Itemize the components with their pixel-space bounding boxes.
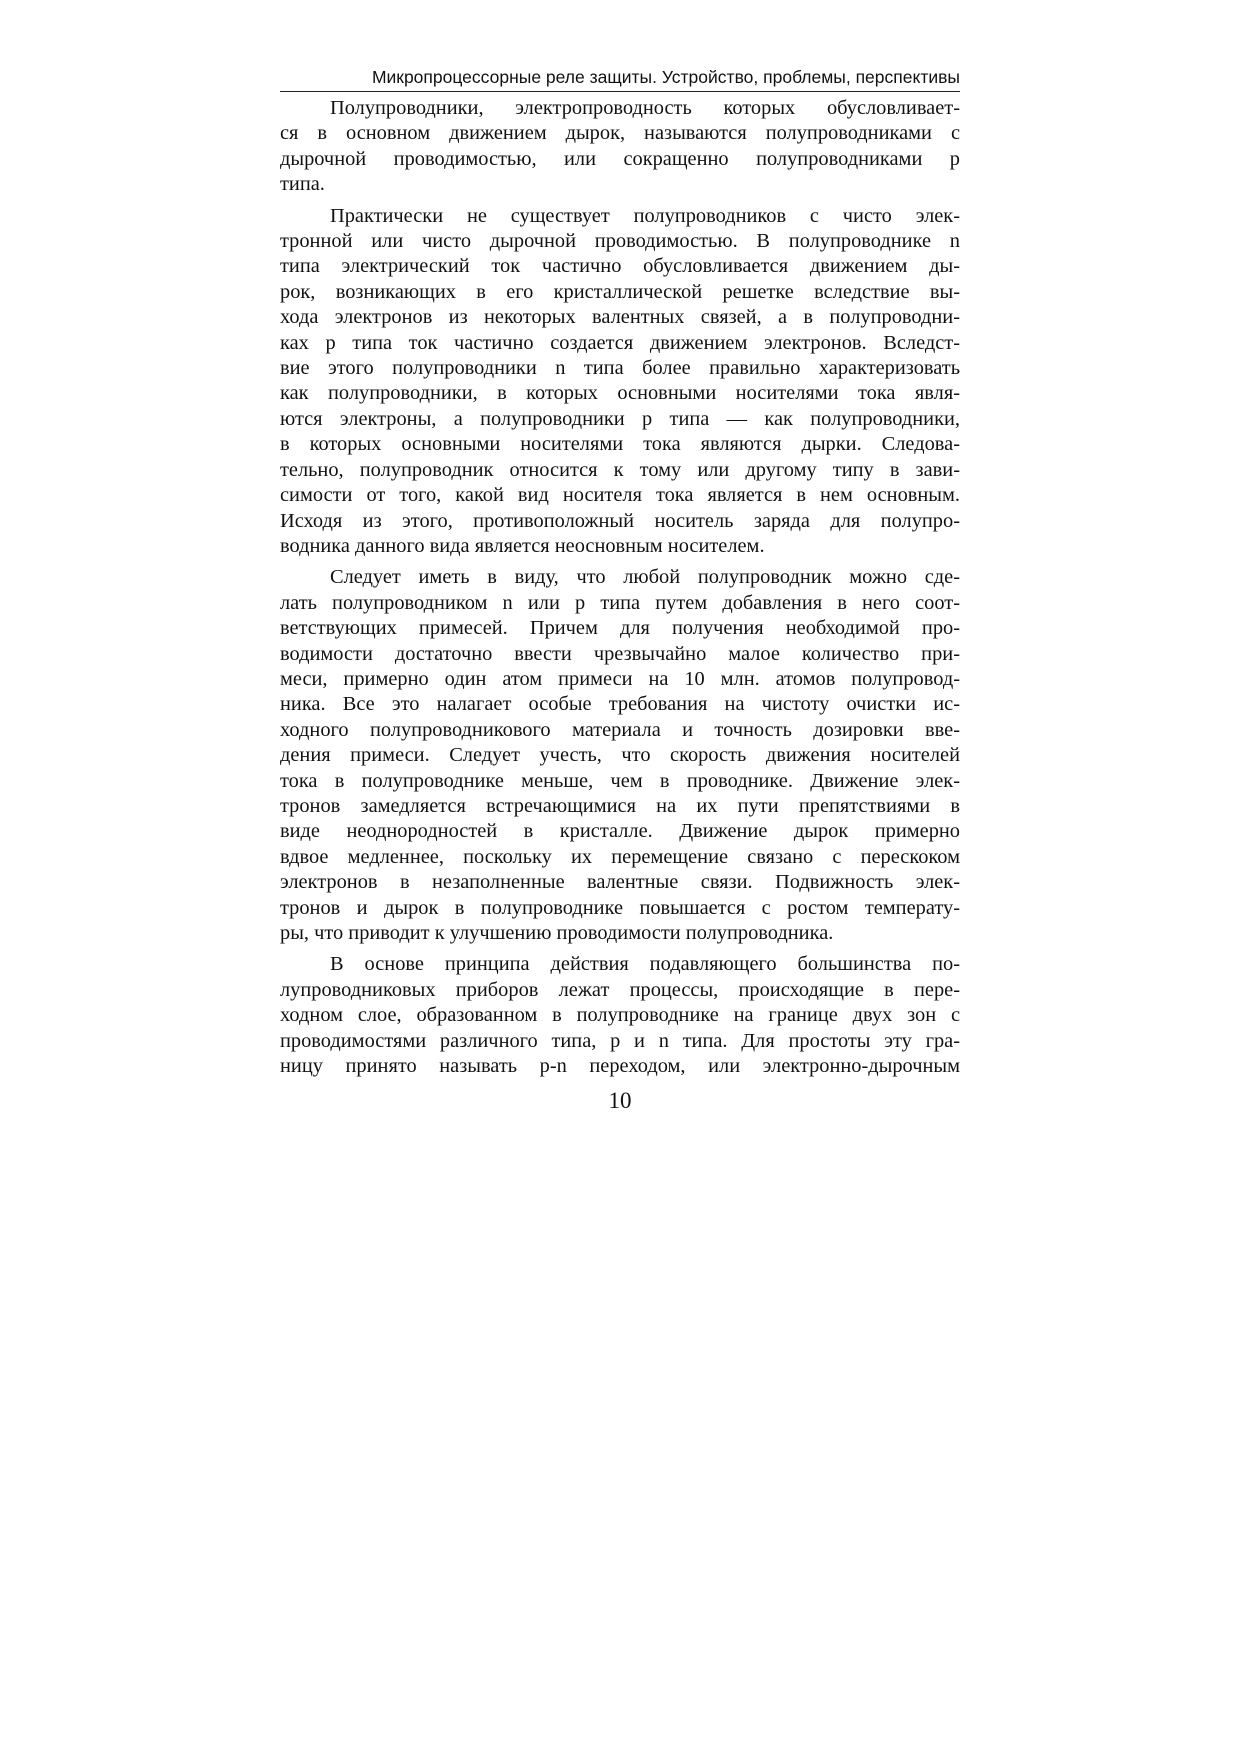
text-line: Исходя из этого, противоположный носитель заряда для полупро- bbox=[280, 509, 960, 532]
paragraph bbox=[280, 952, 960, 1079]
text-line: электронов в незаполненные валентные связи. Подвижность элек- bbox=[280, 871, 960, 894]
text-line: лупроводниковых приборов лежат процессы, происходящие в пере- bbox=[280, 978, 960, 1001]
text-line: тронов замедляется встречающимися на их пути препятствиями в bbox=[280, 794, 960, 817]
text-line: в которых основными носителями тока являются дырки. Следова- bbox=[280, 433, 960, 456]
text-line: В основе принципа действия подавляющего большинства по- bbox=[330, 953, 960, 976]
text-line: тельно, полупроводник относится к тому или другому типу в зави- bbox=[280, 458, 960, 481]
text-line: Следует иметь в виду, что любой полупроводник можно сде- bbox=[330, 566, 960, 589]
paragraph bbox=[280, 204, 960, 560]
text-line: меси, примерно один атом примеси на 10 млн. атомов полупровод- bbox=[280, 667, 960, 690]
text-line: ходном слое, образованном в полупроводнике на границе двух зон с bbox=[280, 1004, 960, 1027]
text-line: ницу принято называть p-n переходом, или электронно-дырочным bbox=[280, 1055, 960, 1078]
text-line: ветствующих примесей. Причем для получения необходимой про- bbox=[280, 617, 960, 640]
text-line: рок, возникающих в его кристаллической решетке вследствие вы- bbox=[280, 280, 960, 303]
text-line: водника данного вида является неосновным носителем. bbox=[280, 534, 765, 557]
text-line: дырочной проводимостью, или сокращенно полупроводниками p bbox=[280, 147, 960, 170]
paragraph bbox=[280, 96, 960, 198]
paragraph bbox=[280, 565, 960, 946]
page-number: 10 bbox=[608, 1088, 632, 1114]
text-line: вдвое медленнее, поскольку их перемещение связано с перескоком bbox=[280, 845, 960, 868]
text-line: тронов и дырок в полупроводнике повышается с ростом температу- bbox=[280, 896, 960, 919]
text-line: ры, что приводит к улучшению проводимости полупроводника. bbox=[280, 922, 834, 944]
text-line: ся в основном движением дырок, называются полупроводниками с bbox=[280, 122, 960, 145]
text-line: ника. Все это налагает особые требования на чистоту очистки ис- bbox=[280, 693, 960, 716]
text-line: симости от того, какой вид носителя тока является в нем основным. bbox=[280, 484, 960, 507]
text-line: ются электроны, а полупроводники p типа — как полупроводники, bbox=[280, 407, 960, 430]
text-line: хода электронов из некоторых валентных связей, а в полупроводни- bbox=[280, 306, 960, 329]
text-line: ходного полупроводникового материала и точность дозировки вве- bbox=[280, 718, 960, 741]
body-text bbox=[280, 96, 960, 1079]
text-line: типа. bbox=[280, 173, 325, 196]
text-line: вие этого полупроводники n типа более правильно характеризовать bbox=[280, 357, 960, 380]
text-line: тока в полупроводнике меньше, чем в проводнике. Движение элек- bbox=[280, 769, 960, 792]
text-line: Полупроводники, электропроводность которых обусловливает- bbox=[330, 97, 960, 119]
document-page bbox=[280, 66, 960, 1115]
text-line: тронной или чисто дырочной проводимостью. В полупроводнике n bbox=[280, 230, 960, 253]
text-line: виде неоднородностей в кристалле. Движение дырок примерно bbox=[280, 820, 960, 843]
text-line: ках p типа ток частично создается движением электронов. Вследст- bbox=[280, 331, 960, 354]
text-line: типа электрический ток частично обусловливается движением ды- bbox=[280, 255, 960, 278]
text-line: лать полупроводником n или p типа путем добавления в него соот- bbox=[280, 591, 960, 614]
text-line: водимости достаточно ввести чрезвычайно малое количество при- bbox=[280, 642, 960, 665]
text-line: дения примеси. Следует учесть, что скорость движения носителей bbox=[280, 744, 960, 767]
text-line: как полупроводники, в которых основными носителями тока явля- bbox=[280, 382, 960, 405]
text-line: проводимостями различного типа, p и n типа. Для простоты эту гра- bbox=[280, 1029, 960, 1052]
text-line: Практически не существует полупроводников с чисто элек- bbox=[330, 204, 960, 227]
running-header: Микропроцессорные реле защиты. Устройство, проблемы, перспективы bbox=[280, 66, 960, 92]
